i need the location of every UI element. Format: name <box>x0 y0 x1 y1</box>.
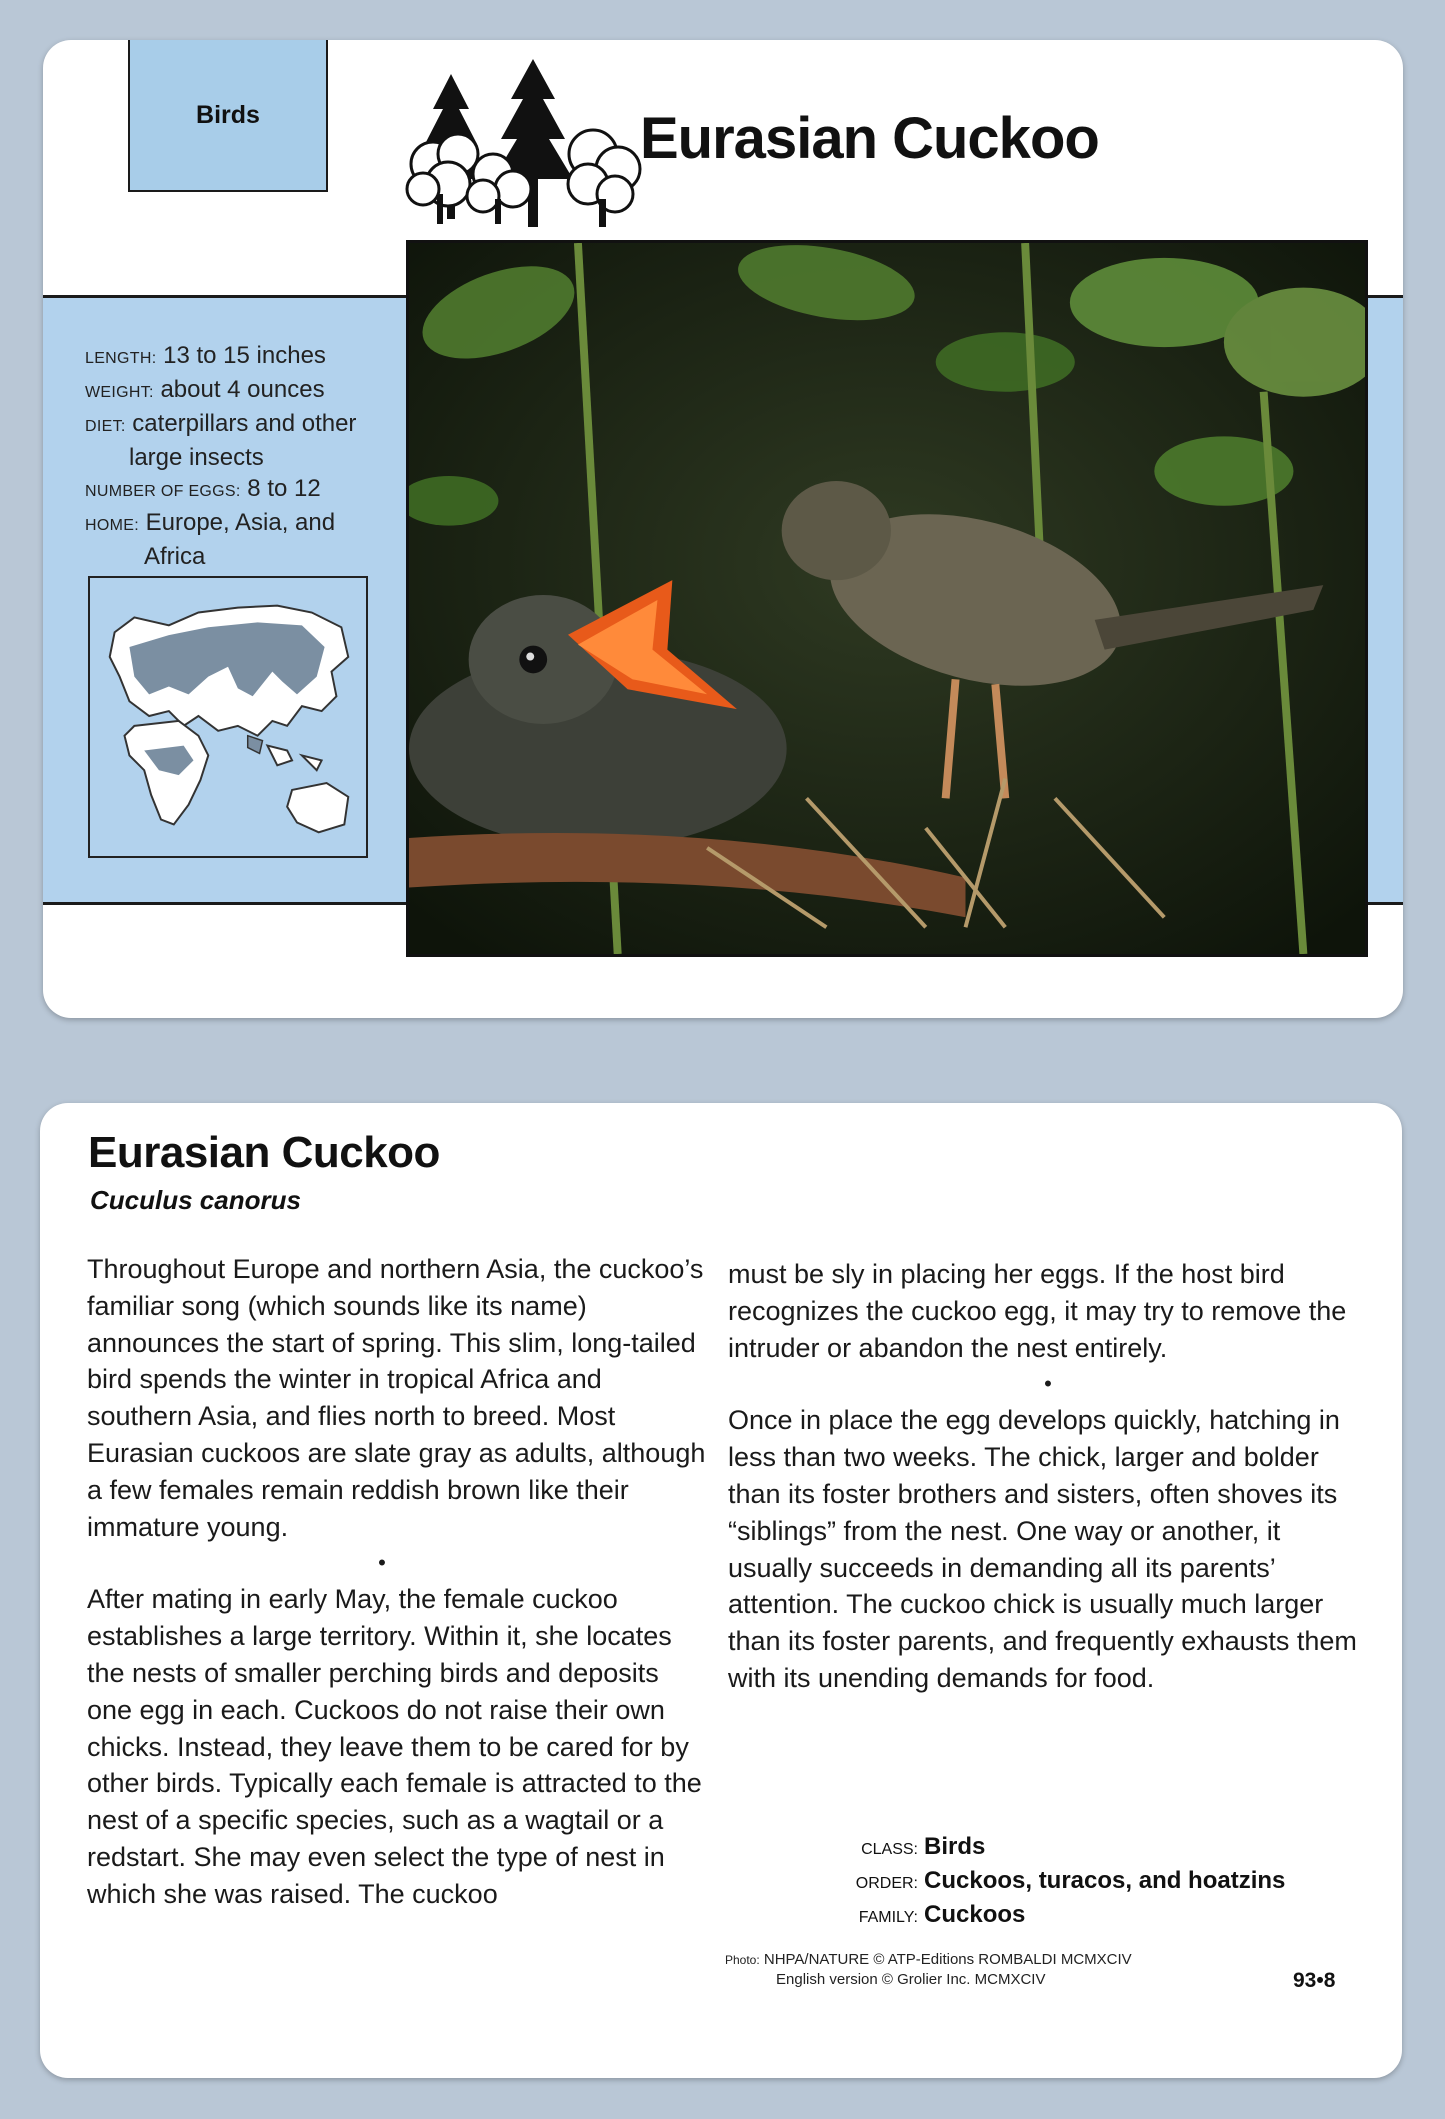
paragraph: Throughout Europe and northern Asia, the cuckoo’s familiar song (which sounds like its name) announces the start of spring. This slim, long-tailed bird spends the winter in tropical Africa and southern Asia, and flies north to breed. Most Eurasian cuckoos are slate gray as adults, although a few females remain reddish brown like their immature young. <box>87 1254 706 1542</box>
paragraph-separator: • <box>378 1550 386 1576</box>
forest-trees-icon <box>403 54 653 229</box>
fact-home: HOME: Europe, Asia, and <box>85 509 336 536</box>
back-title: Eurasian Cuckoo <box>88 1128 440 1177</box>
front-title: Eurasian Cuckoo <box>640 106 1099 171</box>
card-number: 93•8 <box>1293 1969 1336 1992</box>
taxonomy-order: ORDER: Cuckoos, turacos, and hoatzins <box>855 1867 1286 1894</box>
paragraph: must be sly in placing her eggs. If the host bird recognizes the cuckoo egg, it may try to remove the intruder or abandon the nest entirely. <box>728 1259 1347 1363</box>
taxonomy-class: CLASS: Birds <box>861 1833 986 1860</box>
range-map-icon <box>88 576 368 858</box>
paragraph-separator: • <box>1044 1371 1052 1397</box>
back-card <box>40 1103 1402 2078</box>
taxonomy-family: FAMILY: Cuckoos <box>858 1901 1026 1928</box>
front-card <box>43 40 1403 1018</box>
fact-eggs: NUMBER OF EGGS: 8 to 12 <box>85 475 321 502</box>
category-label: Birds <box>196 100 260 129</box>
paragraph: Once in place the egg develops quickly, hatching in less than two weeks. The chick, larger and bolder than its foster brothers and sisters, often shoves its “siblings” from the nest. One way or another, it usually succeeds in demanding all its parents’ attention. The cuckoo chick is usually much larger than its foster parents, and frequently exhausts them with its unending demands for food. <box>728 1405 1357 1693</box>
fact-weight: WEIGHT: about 4 ounces <box>85 376 325 403</box>
text-column-right <box>728 1256 1368 1697</box>
fact-home-cont: Africa <box>144 543 206 570</box>
taxonomy-block <box>848 1831 1285 1933</box>
photo-credits: Photo: NHPA/NATURE © ATP-Editions ROMBALDI MCMXCIV English version © Grolier Inc. MCMXCIV <box>725 1951 1132 1988</box>
fact-diet: DIET: caterpillars and other <box>85 410 357 437</box>
fact-diet-cont: large insects <box>129 444 264 471</box>
paragraph: After mating in early May, the female cuckoo establishes a large territory. Within it, she locates the nests of smaller perching birds and deposits one egg in each. Cuckoos do not raise their own chicks. Instead, they leave them to be cared for by other birds. Typically each female is attracted to the nest of a specific species, such as a wagtail or a redstart. She may even select the type of nest in which she was raised. The cuckoo <box>87 1584 702 1909</box>
text-column-left <box>87 1251 707 1913</box>
scientific-name: Cuculus canorus <box>90 1185 301 1215</box>
fact-length: LENGTH: 13 to 15 inches <box>85 342 326 369</box>
fact-list <box>85 340 425 572</box>
category-tab <box>128 40 328 192</box>
cuckoo-chick-and-host-bird-photo <box>406 240 1368 957</box>
